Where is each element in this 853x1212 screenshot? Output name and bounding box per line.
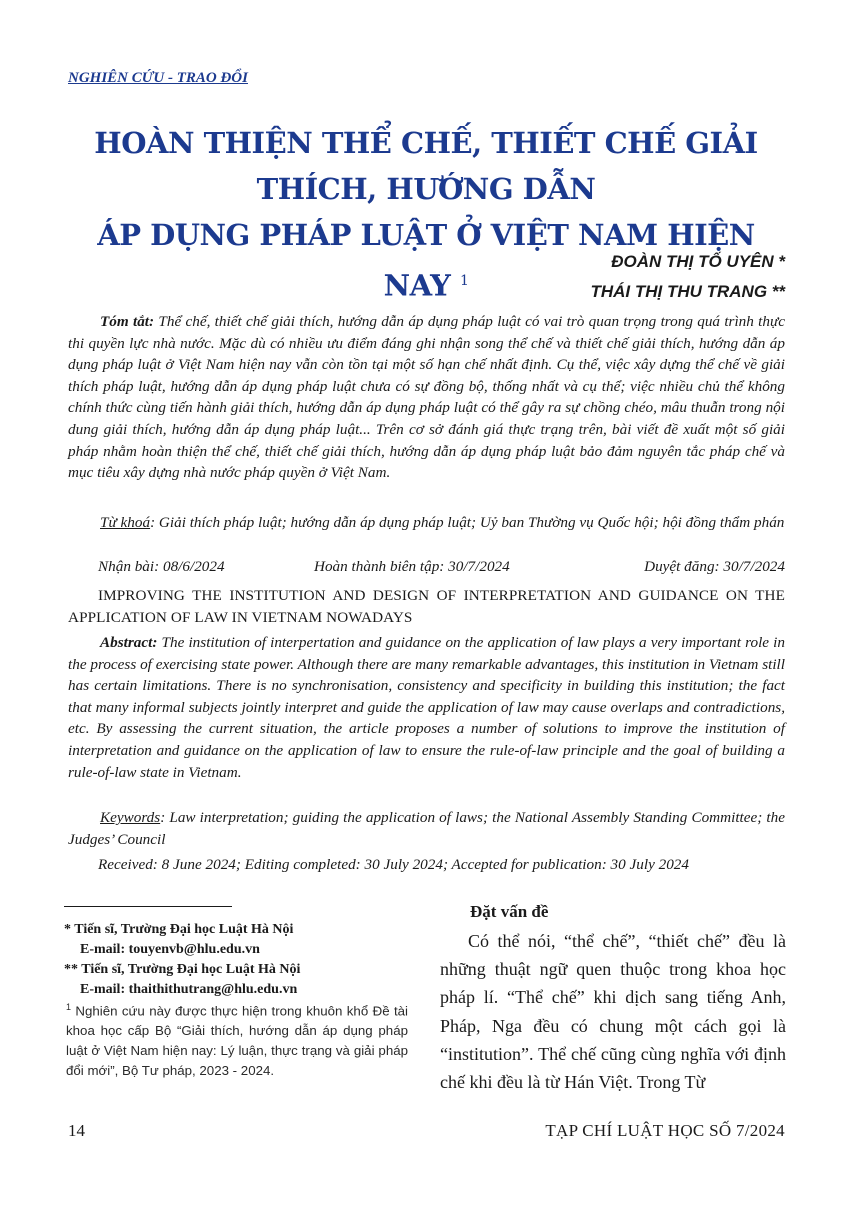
title-line-2: ÁP DỤNG PHÁP LUẬT Ở VIỆT NAM HIỆN NAY $^1$	[97, 218, 755, 303]
abstract-en	[68, 632, 785, 783]
date-received: Nhận bài: 08/6/2024	[98, 558, 225, 575]
summary-label: Tóm tắt:	[100, 313, 155, 330]
intro-text: Có thể nói, “thể chế”, “thiết chế” đều là những thuật ngữ quen thuộc trong khoa học pháp lí. “Thể chế” khi dịch sang tiếng Anh, Pháp, Nga đều có chung một cách gọi là “institution”. Thể chế cũng cùng nghĩa với định chế khi đều là từ Hán Việt. Trong Từ	[440, 931, 786, 1093]
article-title	[60, 120, 792, 309]
summary-text: Thể chế, thiết chế giải thích, hướng dẫn áp dụng pháp luật có vai trò quan trọng trong quá trình thực thi quyền lực nhà nước. Mặc dù có nhiều ưu điểm đáng ghi nhận song thể chế và thiết chế giải thích, hướng dẫn áp dụng pháp luật ở Việt Nam hiện nay vẫn còn tồn tại một số hạn chế nhất định. Cụ thể, việc xây dựng thể chế về giải thích pháp luật, hướng dẫn áp dụng pháp luật chưa có sự đồng bộ, thống nhất và cụ thể; việc nhiều chủ thể không chính thức cùng tiến hành giải thích, hướng dẫn áp dụng pháp luật có thể gây ra sự chồng chéo, mâu thuẫn trong nội dung giải thích, hướng dẫn áp dụng pháp luật... Trên cơ sở đánh giá thực trạng trên, bài viết đề xuất một số giải pháp nhằm hoàn thiện thể chế, thiết chế giải thích, hướng dẫn áp dụng pháp luật bảo đảm nguyên tắc pháp chế và mục tiêu xây dựng nhà nước pháp quyền ở Việt Nam.	[68, 313, 785, 482]
title-en: IMPROVING THE INSTITUTION AND DESIGN OF INTERPRETATION AND GUIDANCE ON THE APPLICATION OF LAW IN VIETNAM NOWADAYS	[68, 587, 785, 626]
footnote-divider	[64, 906, 232, 907]
keywords-en-text: : Law interpretation; guiding the application of laws; the National Assembly Standing Committee; the Judges’ Council	[68, 809, 785, 848]
footnote-note-mark: 1	[66, 1002, 72, 1012]
summary-vi	[68, 311, 785, 484]
footnote-note: $^1$ Nghiên cứu này được thực hiện trong khuôn khổ Đề tài khoa học cấp Bộ “Giải thích, hướng dẫn áp dụng pháp luật ở Việt Nam hiện nay: Lý luận, thực trạng và giải pháp đổi mới”, Bộ Tư pháp, 2023 - 2024.	[66, 1002, 408, 1078]
abstract-text: The institution of interpertation and guidance on the application of law plays a very important role in the process of exercising state power. Although there are many remarkable advantages, this institution in Vietnam still has certain limitations. There is no synchronisation, consistency and specificity in building this institution; the fact that many informal subjects jointly interpret and guide the application of law may cause overlaps and contradictions, etc. By assessing the current situation, the article proposes a number of solutions to improve the institution of interpretation and guidance on the application of law to ensure the rule-of-law principle and the goal of building a rule-of-law state in Vietnam.	[68, 634, 785, 781]
footnote-email-2: E-mail: thaithithutrang@hlu.edu.vn	[80, 982, 298, 997]
keywords-vi-label: Từ khoá	[100, 514, 151, 531]
abstract-label: Abstract:	[100, 634, 158, 651]
date-approved: Duyệt đăng: 30/7/2024	[644, 558, 785, 575]
footnote-email-1: E-mail: touyenvb@hlu.edu.vn	[80, 942, 260, 957]
keywords-vi-text: : Giải thích pháp luật; hướng dẫn áp dụng pháp luật; Uỷ ban Thường vụ Quốc hội; hội đồng thẩm phán	[150, 514, 785, 531]
keywords-en	[68, 807, 785, 850]
footnote-author-2: ** Tiến sĩ, Trường Đại học Luật Hà Nội	[64, 962, 301, 977]
section-label: NGHIÊN CỨU - TRAO ĐỔI	[68, 70, 248, 86]
keywords-en-label: Keywords	[100, 809, 161, 826]
intro-heading: Đặt vấn đề	[470, 902, 549, 921]
page-number: 14	[68, 1121, 85, 1140]
footnote-author-1: * Tiến sĩ, Trường Đại học Luật Hà Nội	[64, 922, 294, 937]
author-2: THÁI THỊ THU TRANG **	[590, 282, 785, 301]
author-1: ĐOÀN THỊ TỐ UYÊN *	[611, 252, 785, 271]
title-footnote-mark: 1	[459, 273, 469, 289]
journal-name: TẠP CHÍ LUẬT HỌC SỐ 7/2024	[545, 1121, 785, 1140]
received-en: Received: 8 June 2024; Editing completed: 30 July 2024; Accepted for publication: 30 July 2024	[98, 856, 689, 873]
title-line-1: HOÀN THIỆN THỂ CHẾ, THIẾT CHẾ GIẢI THÍCH, HƯỚNG DẪN	[94, 126, 758, 206]
date-edited: Hoàn thành biên tập: 30/7/2024	[314, 558, 510, 575]
keywords-vi	[68, 512, 785, 534]
